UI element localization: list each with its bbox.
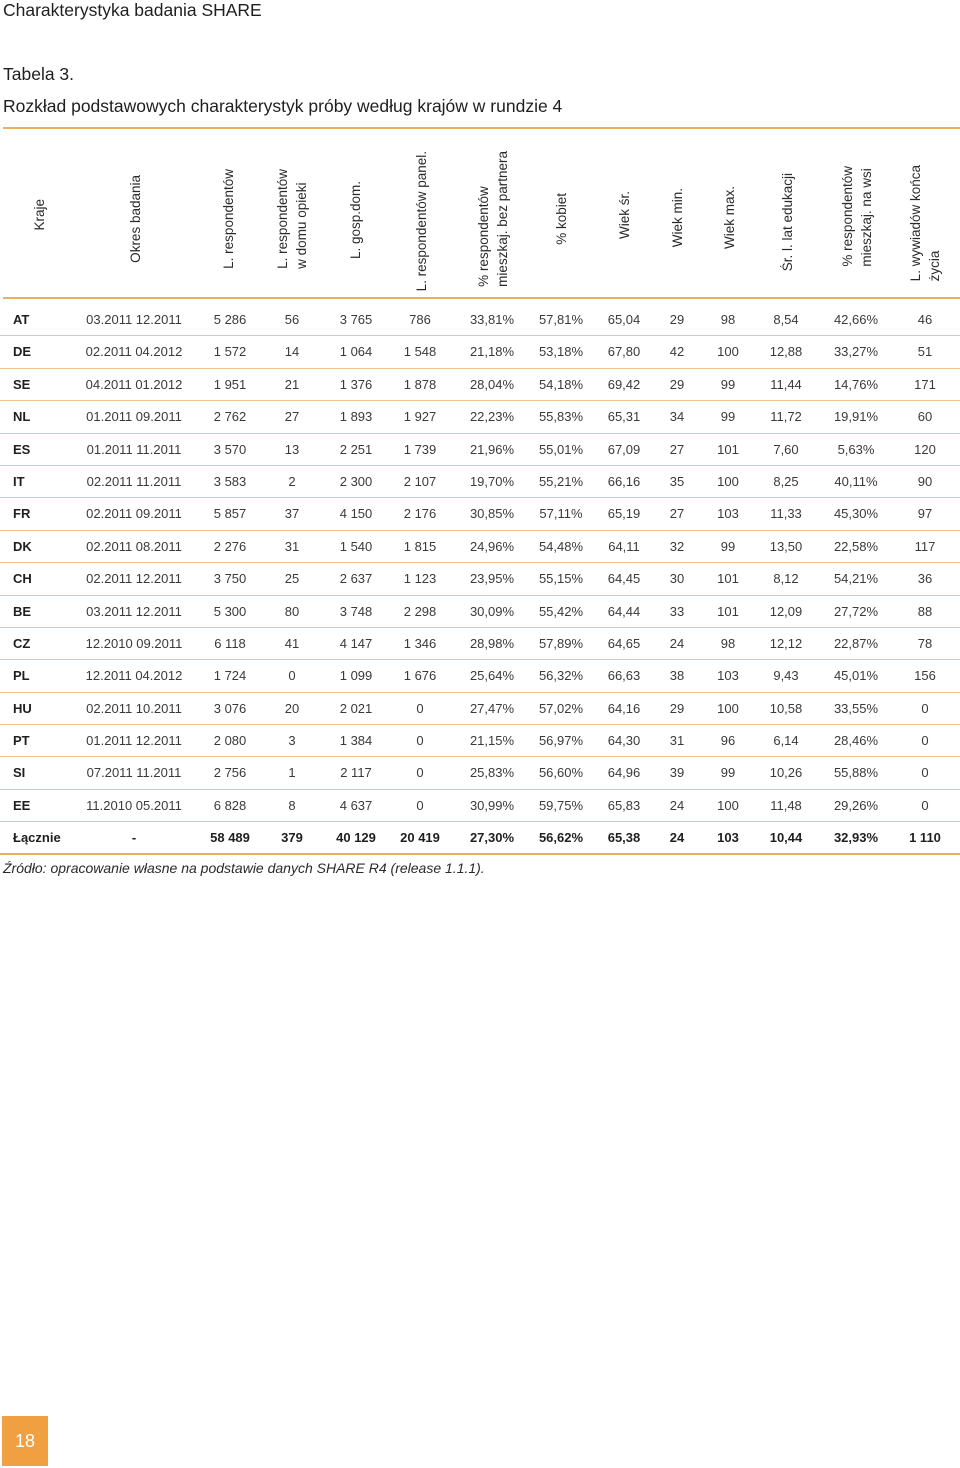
cell-age_max: 98 <box>720 312 736 327</box>
cell-edu: 10,58 <box>769 700 803 716</box>
table-row <box>0 725 960 757</box>
cell-age_min: 29 <box>669 312 685 327</box>
cell-panel: 2 176 <box>403 506 437 522</box>
cell-age_avg: 67,09 <box>607 441 641 457</box>
cell-period: 11.2010 05.2011 <box>86 797 182 813</box>
cell-edu: 7,60 <box>773 441 799 457</box>
cell-edu: 11,48 <box>770 797 802 813</box>
cell-edu: 11,44 <box>770 376 802 392</box>
cell-eol: 171 <box>914 376 936 392</box>
cell-edu: 12,88 <box>769 344 803 360</box>
cell-country: SI <box>13 765 26 781</box>
cell-age_min: 33 <box>669 603 685 619</box>
cell-eol: 88 <box>917 603 933 619</box>
cell-period: 03.2011 12.2011 <box>86 603 182 619</box>
cell-no_partner: 27,30% <box>469 830 515 846</box>
cell-care: 25 <box>284 571 300 587</box>
cell-eol: 0 <box>921 765 929 781</box>
cell-no_partner: 33,81% <box>469 312 515 327</box>
cell-age_min: 31 <box>669 733 685 749</box>
cell-rural: 45,01% <box>833 668 879 684</box>
source-note: Źródło: opracowanie własne na podstawie danych SHARE R4 (release 1.1.1). <box>3 860 485 876</box>
table-row <box>0 660 960 692</box>
cell-age_avg: 67,80 <box>607 344 641 360</box>
table-body <box>0 304 960 855</box>
cell-edu: 12,09 <box>769 603 803 619</box>
cell-rural: 28,46% <box>833 733 879 749</box>
cell-women: 54,18% <box>538 376 584 392</box>
cell-care: 20 <box>284 700 300 716</box>
cell-women: 55,21% <box>538 473 584 489</box>
cell-women: 55,15% <box>538 571 584 587</box>
cell-age_max: 101 <box>717 441 739 457</box>
cell-age_max: 100 <box>717 700 739 716</box>
cell-care: 379 <box>281 830 303 846</box>
cell-no_partner: 28,04% <box>469 376 515 392</box>
cell-no_partner: 28,98% <box>469 635 515 651</box>
cell-households: 4 637 <box>339 797 373 813</box>
cell-edu: 9,43 <box>773 668 799 684</box>
table-row <box>0 336 960 368</box>
cell-eol: 90 <box>917 473 933 489</box>
cell-country: DK <box>13 538 32 554</box>
cell-care: 80 <box>284 603 300 619</box>
cell-no_partner: 22,23% <box>469 409 515 425</box>
cell-period: 07.2011 11.2011 <box>86 765 182 781</box>
table-row <box>0 693 960 725</box>
cell-age_max: 96 <box>720 733 736 749</box>
cell-edu: 8,25 <box>773 473 799 489</box>
cell-women: 57,81% <box>538 312 584 327</box>
cell-women: 59,75% <box>538 797 584 813</box>
total-row <box>0 822 960 854</box>
cell-edu: 12,12 <box>769 635 803 651</box>
cell-care: 37 <box>284 506 300 522</box>
cell-period: 01.2011 11.2011 <box>86 441 182 457</box>
cell-no_partner: 19,70% <box>469 473 515 489</box>
cell-age_max: 100 <box>717 344 739 360</box>
cell-edu: 13,50 <box>769 538 803 554</box>
cell-age_max: 99 <box>720 538 736 554</box>
cell-no_partner: 27,47% <box>469 700 515 716</box>
cell-women: 55,42% <box>538 603 584 619</box>
cell-rural: 14,76% <box>833 376 879 392</box>
cell-households: 3 748 <box>339 603 373 619</box>
header-panel: L. respondentów panel. <box>414 150 429 291</box>
cell-panel: 0 <box>416 700 424 716</box>
table-row <box>0 628 960 660</box>
header-no-partner: % respondentów mieszkaj. bez partnera <box>476 151 510 287</box>
cell-respondents: 3 076 <box>213 700 247 716</box>
cell-no_partner: 25,83% <box>469 765 515 781</box>
cell-period: 02.2011 09.2011 <box>86 506 182 522</box>
cell-age_min: 24 <box>669 830 685 846</box>
cell-age_max: 99 <box>720 376 736 392</box>
table-row <box>0 757 960 789</box>
cell-respondents: 3 750 <box>213 571 247 587</box>
cell-period: 04.2011 01.2012 <box>85 376 183 392</box>
cell-eol: 120 <box>914 441 936 457</box>
cell-women: 53,18% <box>538 344 584 360</box>
cell-no_partner: 23,95% <box>469 571 515 587</box>
cell-period: 12.2011 04.2012 <box>85 668 183 684</box>
cell-age_min: 27 <box>669 441 685 457</box>
cell-country: CH <box>13 571 32 587</box>
cell-country: SE <box>13 376 31 392</box>
cell-panel: 1 927 <box>403 409 437 425</box>
cell-eol: 0 <box>921 700 929 716</box>
cell-panel: 1 123 <box>403 571 437 587</box>
cell-age_min: 35 <box>669 473 685 489</box>
cell-rural: 19,91% <box>833 409 879 425</box>
cell-no_partner: 30,85% <box>469 506 515 522</box>
table-header <box>0 129 960 297</box>
cell-households: 2 021 <box>339 700 373 716</box>
cell-period: 02.2011 10.2011 <box>86 700 182 716</box>
table-row <box>0 596 960 628</box>
cell-age_max: 101 <box>717 571 739 587</box>
page-number: 18 <box>2 1416 48 1466</box>
cell-country: IT <box>13 473 25 489</box>
cell-households: 1 893 <box>339 409 373 425</box>
cell-panel: 1 346 <box>403 635 437 651</box>
cell-edu: 8,54 <box>773 312 799 327</box>
cell-women: 55,83% <box>538 409 584 425</box>
cell-rural: 32,93% <box>833 830 879 846</box>
cell-period: 02.2011 04.2012 <box>85 344 183 360</box>
cell-age_min: 24 <box>669 797 685 813</box>
cell-no_partner: 25,64% <box>469 668 515 684</box>
cell-country: Łącznie <box>13 830 61 846</box>
cell-eol: 97 <box>917 506 933 522</box>
cell-households: 1 384 <box>339 733 373 749</box>
cell-care: 14 <box>284 344 300 360</box>
cell-no_partner: 21,15% <box>469 733 515 749</box>
cell-care: 1 <box>288 765 296 781</box>
table-row <box>0 369 960 401</box>
cell-edu: 6,14 <box>773 733 799 749</box>
cell-age_max: 98 <box>720 635 736 651</box>
cell-rural: 22,87% <box>833 635 879 651</box>
cell-rural: 33,55% <box>833 700 879 716</box>
cell-edu: 11,33 <box>770 506 802 522</box>
cell-country: EE <box>13 797 31 813</box>
cell-respondents: 5 300 <box>213 603 247 619</box>
cell-respondents: 2 756 <box>213 765 247 781</box>
table-caption: Rozkład podstawowych charakterystyk próby według krajów w rundzie 4 <box>3 96 563 116</box>
cell-panel: 20 419 <box>400 830 440 846</box>
cell-period: 02.2011 12.2011 <box>86 571 182 587</box>
cell-households: 40 129 <box>336 830 376 846</box>
cell-households: 1 099 <box>339 668 373 684</box>
cell-country: HU <box>13 700 32 716</box>
cell-edu: 8,12 <box>773 571 799 587</box>
cell-respondents: 2 762 <box>213 409 247 425</box>
cell-women: 57,89% <box>538 635 584 651</box>
cell-households: 1 540 <box>339 538 373 554</box>
cell-eol: 36 <box>917 571 933 587</box>
cell-country: FR <box>13 506 31 522</box>
cell-age_min: 42 <box>669 344 685 360</box>
cell-eol: 78 <box>917 635 933 651</box>
cell-period: - <box>131 830 137 846</box>
cell-households: 1 376 <box>339 376 373 392</box>
cell-households: 2 251 <box>339 441 373 457</box>
header-end-of-life: L. wywiadów końca życia <box>908 164 942 281</box>
cell-eol: 60 <box>917 409 933 425</box>
cell-care: 0 <box>288 668 296 684</box>
cell-period: 01.2011 12.2011 <box>86 733 182 749</box>
cell-rural: 22,58% <box>833 538 879 554</box>
cell-period: 01.2011 09.2011 <box>86 409 182 425</box>
cell-country: AT <box>13 312 30 327</box>
cell-country: DE <box>13 344 32 360</box>
cell-eol: 46 <box>917 312 933 327</box>
cell-rural: 55,88% <box>833 765 879 781</box>
table-header-rule <box>3 297 960 299</box>
cell-respondents: 2 080 <box>213 733 247 749</box>
cell-care: 56 <box>284 312 300 327</box>
cell-care: 41 <box>284 635 300 651</box>
cell-rural: 33,27% <box>833 344 879 360</box>
cell-country: ES <box>13 441 31 457</box>
table-row <box>0 563 960 595</box>
cell-age_max: 99 <box>720 765 736 781</box>
cell-women: 56,97% <box>538 733 584 749</box>
cell-eol: 51 <box>917 344 933 360</box>
cell-country: CZ <box>13 635 31 651</box>
cell-panel: 1 739 <box>403 441 437 457</box>
table-row <box>0 304 960 336</box>
cell-age_avg: 65,83 <box>607 797 641 813</box>
cell-rural: 54,21% <box>833 571 879 587</box>
cell-panel: 0 <box>416 797 424 813</box>
cell-panel: 0 <box>416 765 424 781</box>
header-rural: % respondentów mieszkaj. na wsi <box>840 166 874 267</box>
cell-respondents: 1 724 <box>213 668 247 684</box>
cell-respondents: 5 286 <box>213 312 247 327</box>
cell-rural: 5,63% <box>837 441 875 457</box>
cell-country: BE <box>13 603 32 619</box>
cell-age_avg: 64,96 <box>607 765 641 781</box>
table-row <box>0 498 960 530</box>
cell-respondents: 6 828 <box>213 797 247 813</box>
cell-no_partner: 21,96% <box>469 441 515 457</box>
cell-age_min: 30 <box>669 571 685 587</box>
cell-panel: 1 548 <box>403 344 437 360</box>
cell-age_min: 29 <box>669 700 685 716</box>
cell-women: 57,02% <box>538 700 584 716</box>
cell-care: 2 <box>288 473 296 489</box>
cell-age_avg: 65,19 <box>607 506 641 522</box>
cell-respondents: 58 489 <box>210 830 250 846</box>
cell-age_avg: 66,16 <box>607 473 641 489</box>
cell-eol: 0 <box>921 733 929 749</box>
cell-age_max: 103 <box>717 506 739 522</box>
cell-respondents: 3 570 <box>213 441 247 457</box>
cell-eol: 156 <box>914 668 936 684</box>
cell-age_max: 103 <box>717 830 739 846</box>
cell-period: 12.2010 09.2011 <box>85 635 183 651</box>
cell-age_min: 34 <box>669 409 685 425</box>
cell-rural: 29,26% <box>833 797 879 813</box>
cell-no_partner: 30,09% <box>469 603 515 619</box>
table-row <box>0 466 960 498</box>
cell-edu: 11,72 <box>770 409 802 425</box>
cell-no_partner: 24,96% <box>469 538 515 554</box>
cell-edu: 10,26 <box>769 765 803 781</box>
cell-age_min: 39 <box>669 765 685 781</box>
cell-age_max: 99 <box>720 409 736 425</box>
header-country: Kraje <box>32 199 47 231</box>
cell-age_avg: 65,04 <box>607 312 641 327</box>
cell-period: 02.2011 11.2011 <box>86 473 182 489</box>
cell-care: 8 <box>288 797 296 813</box>
cell-care: 31 <box>284 538 300 554</box>
cell-age_avg: 65,31 <box>607 409 641 425</box>
cell-respondents: 1 572 <box>213 344 247 360</box>
cell-panel: 2 298 <box>403 603 437 619</box>
cell-households: 3 765 <box>339 312 373 327</box>
cell-women: 56,62% <box>538 830 584 846</box>
cell-country: PT <box>13 733 30 749</box>
cell-respondents: 5 857 <box>213 506 247 522</box>
header-education: Śr. l. lat edukacji <box>780 172 795 271</box>
cell-age_max: 100 <box>717 797 739 813</box>
cell-age_avg: 64,44 <box>607 603 641 619</box>
cell-age_avg: 64,45 <box>607 571 641 587</box>
cell-households: 2 637 <box>339 571 373 587</box>
cell-eol: 117 <box>914 538 936 554</box>
cell-women: 57,11% <box>539 506 583 522</box>
cell-age_avg: 64,11 <box>608 538 640 554</box>
header-respondents: L. respondentów <box>221 169 236 269</box>
cell-age_max: 101 <box>717 603 739 619</box>
cell-eol: 0 <box>921 797 929 813</box>
cell-households: 2 117 <box>340 765 372 781</box>
cell-no_partner: 30,99% <box>469 797 515 813</box>
header-households: L. gosp.dom. <box>348 180 363 259</box>
cell-panel: 2 107 <box>403 473 437 489</box>
header-period: Okres badania <box>128 175 143 263</box>
cell-age_avg: 64,30 <box>607 733 641 749</box>
cell-women: 56,32% <box>538 668 584 684</box>
cell-age_min: 27 <box>669 506 685 522</box>
header-care-home: L. respondentów w domu opieki <box>275 169 309 269</box>
table-row <box>0 531 960 563</box>
header-women: % kobiet <box>554 193 569 245</box>
cell-eol: 1 110 <box>909 830 941 846</box>
header-age-max: Wiek max. <box>722 185 737 249</box>
cell-country: NL <box>13 409 31 425</box>
cell-age_min: 32 <box>669 538 685 554</box>
cell-age_avg: 64,16 <box>607 700 641 716</box>
cell-rural: 42,66% <box>833 312 879 327</box>
cell-no_partner: 21,18% <box>469 344 515 360</box>
cell-households: 2 300 <box>339 473 373 489</box>
cell-panel: 0 <box>416 733 424 749</box>
cell-age_avg: 65,38 <box>607 830 641 846</box>
cell-age_min: 38 <box>669 668 685 684</box>
cell-respondents: 6 118 <box>214 635 246 651</box>
cell-age_avg: 69,42 <box>607 376 641 392</box>
cell-edu: 10,44 <box>769 830 803 846</box>
cell-rural: 27,72% <box>833 603 879 619</box>
cell-households: 1 064 <box>339 344 373 360</box>
cell-age_min: 24 <box>669 635 685 651</box>
table-label: Tabela 3. <box>3 64 75 84</box>
cell-care: 21 <box>284 376 300 392</box>
cell-period: 02.2011 08.2011 <box>86 538 182 554</box>
cell-panel: 786 <box>409 312 431 327</box>
cell-women: 56,60% <box>538 765 584 781</box>
cell-rural: 40,11% <box>834 473 878 489</box>
cell-panel: 1 815 <box>403 538 437 554</box>
cell-age_avg: 64,65 <box>607 635 641 651</box>
cell-country: PL <box>13 668 30 684</box>
cell-panel: 1 878 <box>403 376 437 392</box>
cell-households: 4 150 <box>339 506 373 522</box>
cell-period: 03.2011 12.2011 <box>86 312 182 327</box>
cell-respondents: 2 276 <box>213 538 247 554</box>
cell-age_max: 100 <box>717 473 739 489</box>
cell-respondents: 3 583 <box>213 473 247 489</box>
header-age-avg: Wiek śr. <box>617 190 632 239</box>
cell-panel: 1 676 <box>403 668 437 684</box>
cell-rural: 45,30% <box>833 506 879 522</box>
cell-households: 4 147 <box>339 635 373 651</box>
table-row <box>0 401 960 433</box>
header-age-min: Wiek min. <box>670 187 685 247</box>
cell-age_max: 103 <box>717 668 739 684</box>
cell-age_min: 29 <box>669 376 685 392</box>
cell-women: 54,48% <box>538 538 584 554</box>
cell-age_avg: 66,63 <box>607 668 641 684</box>
section-title: Charakterystyka badania SHARE <box>3 0 262 20</box>
cell-care: 3 <box>288 733 296 749</box>
cell-respondents: 1 951 <box>213 376 247 392</box>
table-row <box>0 434 960 466</box>
cell-care: 13 <box>284 441 300 457</box>
cell-care: 27 <box>284 409 300 425</box>
table-row <box>0 790 960 822</box>
cell-women: 55,01% <box>538 441 584 457</box>
